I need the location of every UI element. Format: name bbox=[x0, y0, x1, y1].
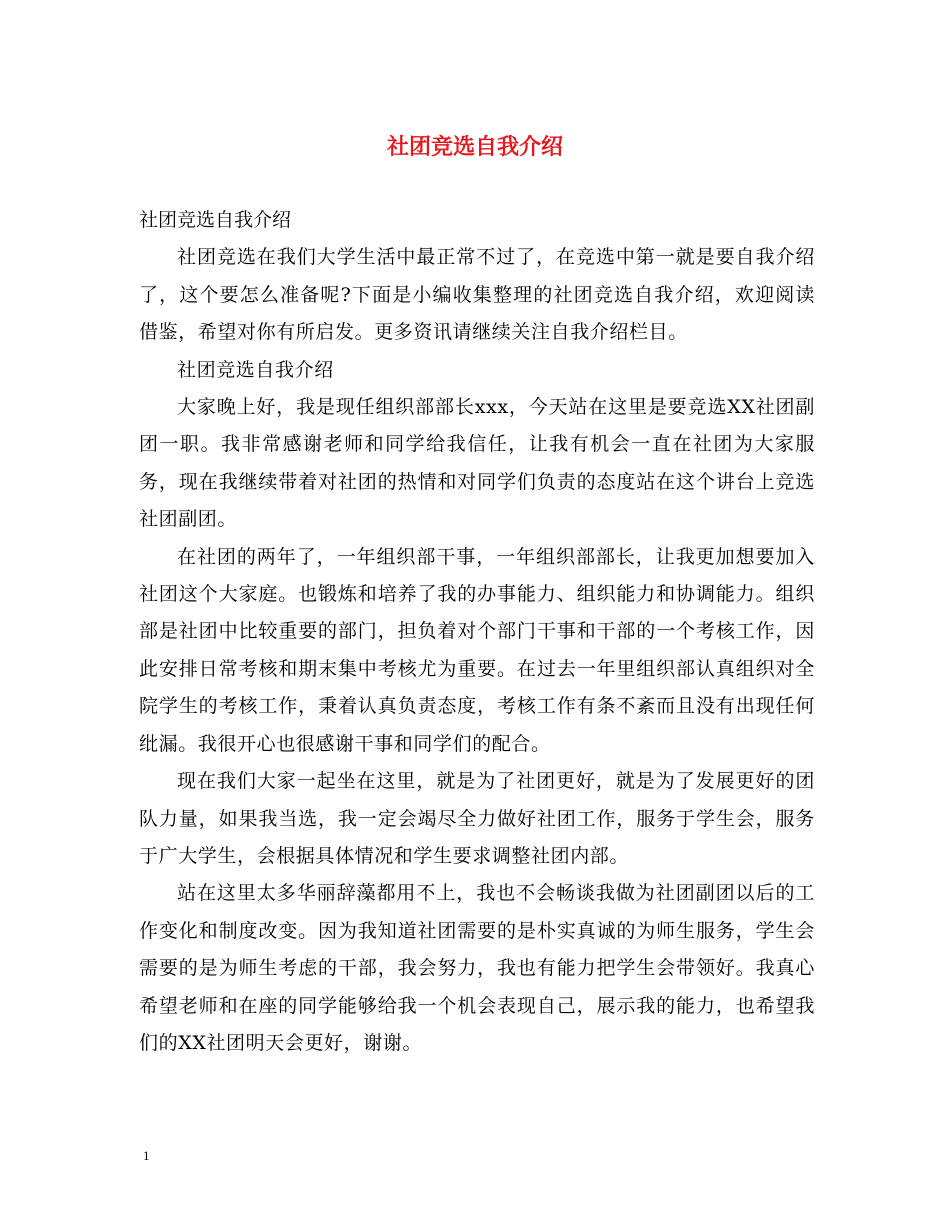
paragraph: 现在我们大家一起坐在这里，就是为了社团更好，就是为了发展更好的团队力量，如果我当选，我一定会竭尽全力做好社团工作，服务于学生会，服务于广大学生，会根据具体情况和学生要求调整社团内部。 bbox=[139, 770, 815, 867]
page-number: 1 bbox=[143, 1148, 150, 1163]
paragraph: 社团竞选自我介绍 bbox=[177, 358, 334, 381]
paragraph: 站在这里太多华丽辞藻都用不上，我也不会畅谈我做为社团副团以后的工作变化和制度改变。因为我知道社团需要的是朴实真诚的为师生服务，学生会需要的是为师生考虑的干部，我会努力，我也有能力把学生会带领好。我真心希望老师和在座的同学能够给我一个机会表现自己，展示我的能力，也希望我们的XX社团明天会更好，谢谢。 bbox=[139, 882, 815, 1054]
paragraph: 社团竞选在我们大学生活中最正常不过了，在竞选中第一就是要自我介绍了，这个要怎么准备呢?下面是小编收集整理的社团竞选自我介绍，欢迎阅读借鉴，希望对你有所启发。更多资讯请继续关注自我介绍栏目。 bbox=[139, 246, 815, 344]
document-body bbox=[139, 202, 815, 1062]
document-title: 社团竞选自我介绍 bbox=[386, 134, 563, 160]
paragraph: 在社团的两年了，一年组织部干事，一年组织部部长，让我更加想要加入社团这个大家庭。也锻炼和培养了我的办事能力、组织能力和协调能力。组织部是社团中比较重要的部门，担负着对个部门干事和干部的一个考核工作，因此安排日常考核和期末集中考核尤为重要。在过去一年里组织部认真组织对全院学生的考核工作，秉着认真负责态度，考核工作有条不紊而且没有出现任何纰漏。我很开心也很感谢干事和同学们的配合。 bbox=[139, 545, 815, 755]
document-subtitle: 社团竞选自我介绍 bbox=[139, 209, 292, 231]
paragraph: 大家晚上好，我是现任组织部部长xxx，今天站在这里是要竞选XX社团副团一职。我非常感谢老师和同学给我信任，让我有机会一直在社团为大家服务，现在我继续带着对社团的热情和对同学们负责的态度站在这个讲台上竞选社团副团。 bbox=[139, 396, 815, 531]
